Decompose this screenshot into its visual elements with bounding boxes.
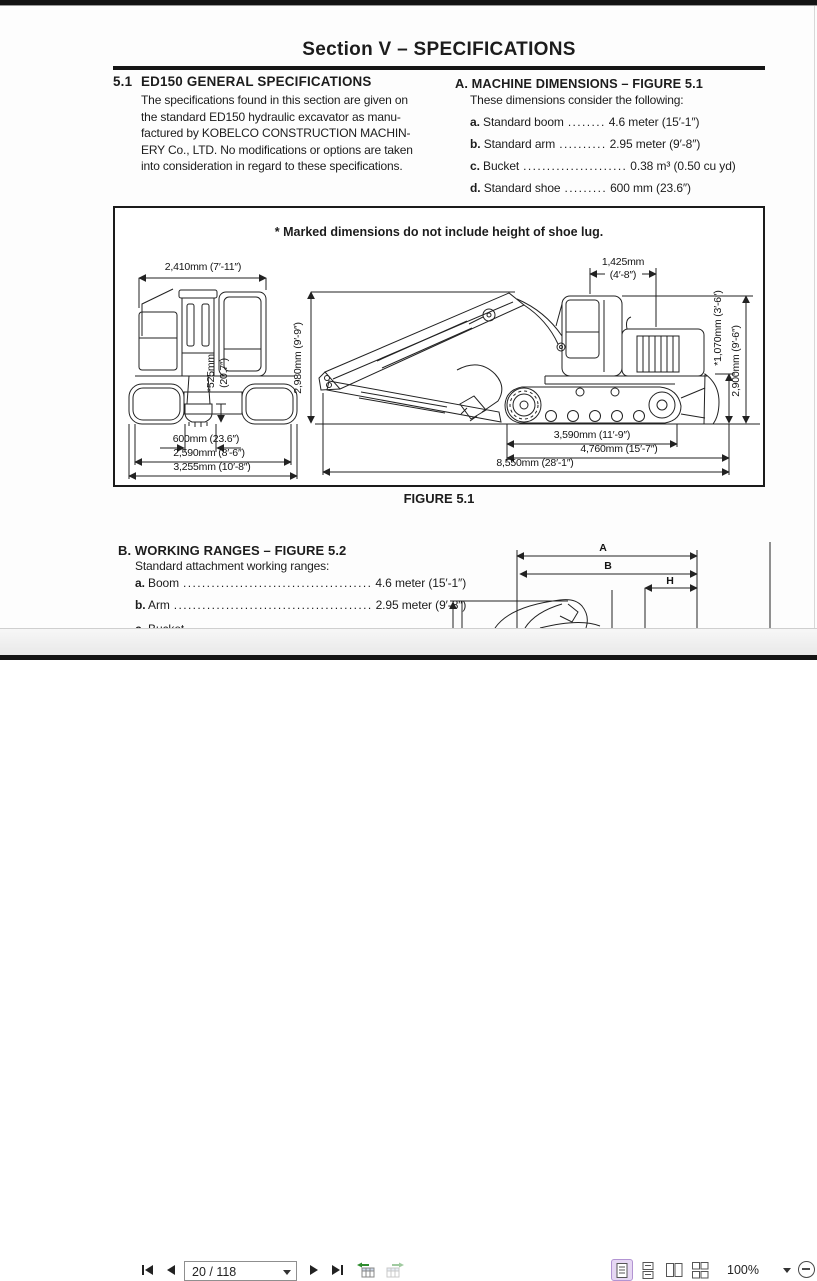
dot-leader: .......... (559, 137, 607, 151)
section-a-intro: These dimensions consider the following: (470, 93, 684, 107)
dim-attachment-height: 2,980mm (9′-9″) (292, 322, 304, 394)
side-view-drawing (292, 256, 760, 475)
dim-crawler-length: 4,760mm (15′-7″) (580, 443, 658, 455)
dim-overall-length: 8,550mm (28′-1″) (496, 457, 574, 469)
last-page-button[interactable] (328, 1261, 346, 1279)
viewer-toolbar (0, 628, 817, 1279)
window-bottom-strip (0, 655, 817, 660)
dim-tail-width-line2: (4′-8″) (609, 269, 637, 281)
paragraph-line: factured by KOBELCO CONSTRUCTION MACHIN- (141, 126, 411, 141)
item-value: 2.95 meter (9′-8″) (609, 137, 701, 151)
dimension-item-a (470, 115, 699, 129)
item-letter: c. (470, 159, 480, 173)
dim-tail-width-line1: 1,425mm (601, 256, 645, 268)
item-value: 4.6 meter (15′-1″) (375, 576, 467, 590)
first-page-button[interactable] (138, 1261, 156, 1279)
dot-leader: ......... (564, 181, 608, 195)
range-label-b: B (604, 560, 612, 572)
section-5-1-paragraph (141, 92, 440, 175)
figure-5-1-box (113, 206, 765, 487)
page-title: Section V – SPECIFICATIONS (302, 39, 576, 60)
paragraph-line: The specifications found in this section are given on (141, 93, 408, 107)
section-b-intro: Standard attachment working ranges: (135, 559, 330, 573)
dim-overall-width: 3,255mm (10′-8″) (173, 461, 251, 473)
paragraph-line: ERY Co., LTD. No modifications or options are taken (141, 142, 413, 157)
working-range-item-a (135, 576, 466, 590)
title-rule (113, 66, 765, 70)
dimension-item-d (470, 181, 691, 195)
dim-clearance-line2: (20.7″) (218, 358, 230, 388)
next-view-button[interactable] (383, 1261, 405, 1279)
item-label: Standard arm (483, 137, 556, 151)
section-5-1-number: 5.1 (113, 74, 133, 89)
facing-pages-layout-button[interactable] (663, 1259, 685, 1281)
dot-leader: .......................................... (173, 598, 373, 612)
zoom-dropdown-caret-icon[interactable] (783, 1268, 791, 1273)
next-page-button[interactable] (305, 1261, 323, 1279)
figure-5-1-drawing (115, 208, 763, 485)
page-dropdown-caret-icon[interactable] (283, 1270, 291, 1275)
window-top-divider (0, 5, 817, 6)
dim-overall-height: 2,900mm (9′-6″) (730, 325, 742, 397)
paragraph-line: into consideration in regard to these specifications. (141, 159, 403, 174)
item-value: 4.6 meter (15′-1″) (608, 115, 700, 129)
window-right-edge (814, 6, 815, 628)
item-letter: a. (135, 576, 145, 590)
working-range-item-b (135, 598, 466, 612)
front-view-drawing (129, 261, 297, 479)
item-value: 2.95 meter (9′-8″) (375, 598, 467, 612)
continuous-layout-button[interactable] (637, 1259, 659, 1281)
page-number-value[interactable]: 20 / 118 (192, 1265, 237, 1279)
item-value: 600 mm (23.6″) (610, 181, 691, 195)
paragraph-line: the standard ED150 hydraulic excavator as manu- (141, 109, 401, 124)
item-label: Standard boom (483, 115, 564, 129)
continuous-facing-layout-button[interactable] (689, 1259, 711, 1281)
dim-shoe-width: 600mm (23.6″) (172, 433, 240, 445)
dimension-item-b (470, 137, 700, 151)
figure-note: * Marked dimensions do not include height of shoe lug. (274, 225, 604, 239)
figure-5-1-caption: FIGURE 5.1 (403, 491, 475, 506)
figure-5-2-drawing (440, 538, 785, 628)
dot-leader: ........ (567, 115, 606, 129)
range-label-h: H (666, 575, 674, 587)
dot-leader: ........................................ (183, 576, 373, 590)
item-label: Standard shoe (483, 181, 561, 195)
dim-upper-width: 2,410mm (7′-11″) (164, 261, 242, 273)
dim-track-gauge: 2,590mm (8′-6″) (173, 447, 245, 459)
previous-page-button[interactable] (162, 1261, 180, 1279)
single-page-layout-button[interactable] (611, 1259, 633, 1281)
item-value: 0.38 m³ (0.50 cu yd) (630, 159, 736, 173)
dot-leader: ...................... (523, 159, 628, 173)
item-label: Boom (148, 576, 179, 590)
section-5-1-heading: ED150 GENERAL SPECIFICATIONS (141, 74, 372, 89)
dim-blade-height: *1,070mm (3′-6″) (712, 290, 724, 366)
page-number-field[interactable] (184, 1261, 297, 1281)
item-letter: b. (135, 598, 146, 612)
section-b-heading: B. WORKING RANGES – FIGURE 5.2 (118, 543, 347, 558)
item-letter: b. (470, 137, 481, 151)
zoom-out-button[interactable] (798, 1261, 815, 1278)
section-a-heading: A. MACHINE DIMENSIONS – FIGURE 5.1 (455, 76, 703, 91)
zoom-level-value[interactable]: 100% (727, 1263, 759, 1277)
item-letter: d. (470, 181, 481, 195)
dim-clearance-line1: *525mm (205, 354, 217, 392)
dimension-item-c (470, 159, 736, 173)
range-label-a: A (599, 542, 607, 554)
item-label: Bucket (483, 159, 520, 173)
item-letter: a. (470, 115, 480, 129)
previous-view-button[interactable] (355, 1261, 377, 1279)
item-label: Arm (148, 598, 170, 612)
dim-track-length: 3,590mm (11′-9″) (553, 429, 631, 441)
